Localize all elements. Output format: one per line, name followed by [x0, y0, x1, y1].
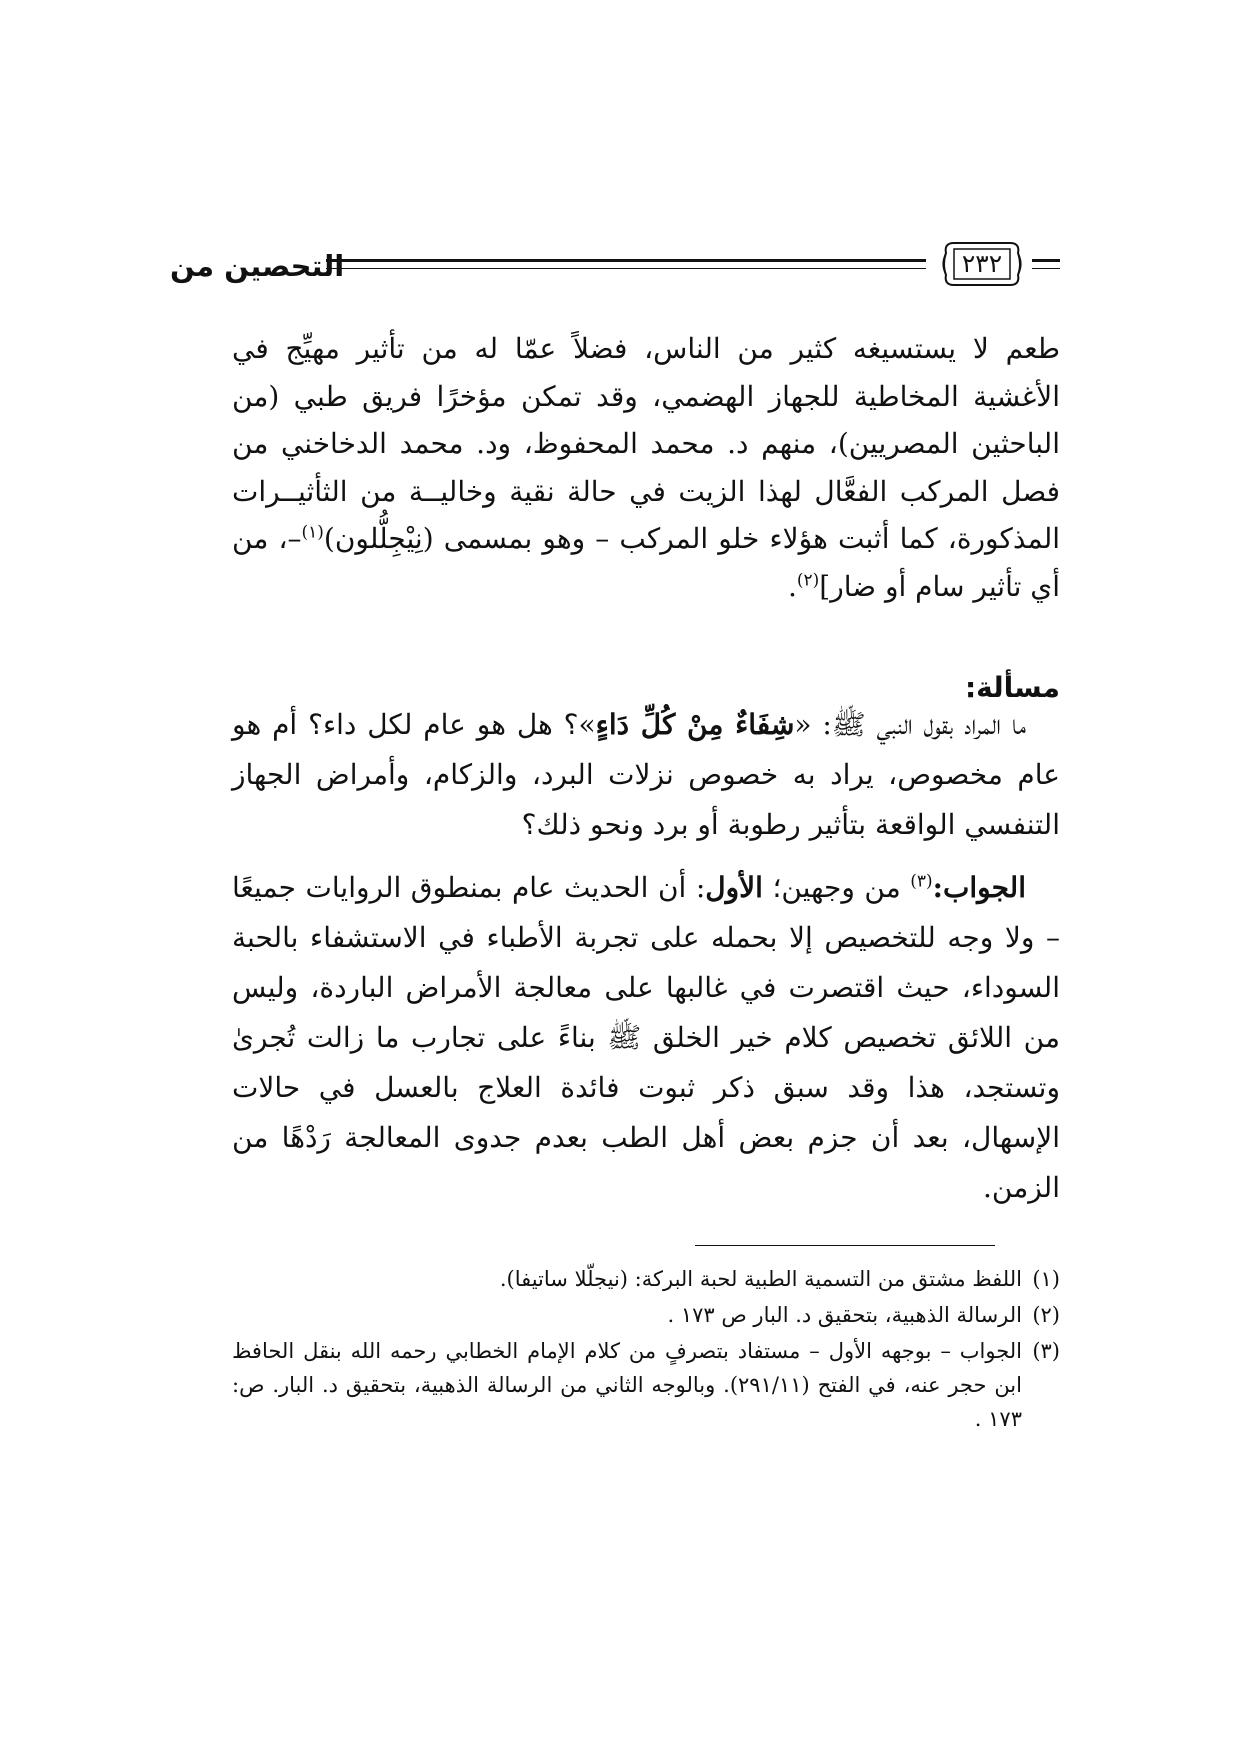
- footnote-number: (٢): [1032, 1303, 1060, 1327]
- answer-text-b: : أن الحديث عام بمنطوق الروايات جميعًا – ولا وجه للتخصيص إلا بحمله على تجربة الأطباء في الاستشفاء بالحبة السوداء، حيث اقتصرت في غالبها على معالجة الأمراض الباردة، وليس من اللائق تخصيص كلام خير الخلق ﷺ بناءً على تجارب ما زالت تُجرىٰ وتستجد، هذا وقد سبق ذكر ثبوت فائدة العلاج بالعسل في حالات الإسهال، بعد أن جزم بعض أهل الطب بعدم جدوى المعالجة رَدْهًا من الزمن.: [232, 871, 1060, 1204]
- running-title: التحصين من: [170, 249, 345, 283]
- footnote-ref-1: (١): [301, 522, 324, 543]
- header-rule-short-thin: [1032, 268, 1060, 269]
- paragraph-last-line-middle: –، من أي تأثير سام أو ضار]: [232, 522, 1060, 603]
- footnote-text: اللفظ مشتق من التسمية الطبية لحبة البركة: (نيجلّلا ساتيفا).: [499, 1267, 1022, 1291]
- footnote-number: (٣): [1032, 1339, 1060, 1363]
- page-number: ٢٣٢: [961, 249, 1003, 278]
- paragraph-last-line-end: .: [787, 569, 797, 603]
- footnote-item: [232, 1262, 1060, 1296]
- footnote-ref-3: (٣): [910, 871, 933, 892]
- paragraph-text: طعم لا يستسيغه كثير من الناس، فضلاً عمّا له من تأثير مهيِّج في الأغشية المخاطية للجهاز الهضمي، وقد تمكن مؤخرًا فريق طبي (من الباحثين المصريين)، منهم د. محمد المحفوظ، ود. محمد الدخاخني من فصل المركب الفعَّال لهذا الزيت في حالة نقية وخاليــة من الثأثيــرات المذكورة، كما أثبت هؤلاء خلو المركب: [232, 332, 1061, 555]
- page-header: [170, 238, 1060, 294]
- header-rule-short-thick: [1032, 259, 1060, 262]
- answer-text-a: من وجهين؛: [762, 871, 911, 904]
- answer-label: الجواب:: [932, 871, 1026, 904]
- footnotes: [232, 1262, 1060, 1438]
- page-number-ornament: [940, 239, 1024, 289]
- footnote-separator: [695, 1245, 995, 1246]
- section-heading-question: مسألة:: [964, 671, 1060, 704]
- question-text-before: ما المراد بقول النبي ﷺ: «: [794, 708, 1026, 741]
- footnote-number: (١): [1032, 1267, 1060, 1291]
- header-rule-thick: [326, 259, 926, 262]
- question-text-after: »؟ هل هو عام لكل داء؟ أم هو عام مخصوص، يراد به خصوص نزلات البرد، والزكام، وأمراض الجهاز التنفسي الواقعة بتأثير رطوبة أو برد ونحو ذلك؟: [232, 708, 1061, 841]
- question-paragraph: [232, 700, 1060, 850]
- footnote-item: [232, 1298, 1060, 1332]
- paragraph-continuation: [232, 325, 1060, 610]
- footnote-text: الرسالة الذهبية، بتحقيق د. البار ص ١٧٣ .: [667, 1303, 1022, 1327]
- answer-paragraph: [232, 863, 1060, 1213]
- footnote-item: [232, 1334, 1060, 1436]
- footnote-text: الجواب – بوجهه الأول – مستفاد بتصرفٍ من كلام الإمام الخطابي رحمه الله بنقل الحافظ ابن حجر عنه، في الفتح (٢٩١/١١). وبالوجه الثاني من الرسالة الذهبية، بتحقيق د. البار. ص: ١٧٣ .: [232, 1339, 1022, 1431]
- footnote-ref-2: (٢): [796, 570, 820, 591]
- header-rule-thin: [326, 268, 926, 269]
- hadith-quote: شِفَاءٌ مِنْ كُلِّ دَاءٍ: [595, 708, 795, 741]
- first-aspect-label: الأول: [705, 871, 763, 904]
- paragraph-last-line-start: – وهو بمسمى (نِيْجِلُّلون): [323, 522, 610, 555]
